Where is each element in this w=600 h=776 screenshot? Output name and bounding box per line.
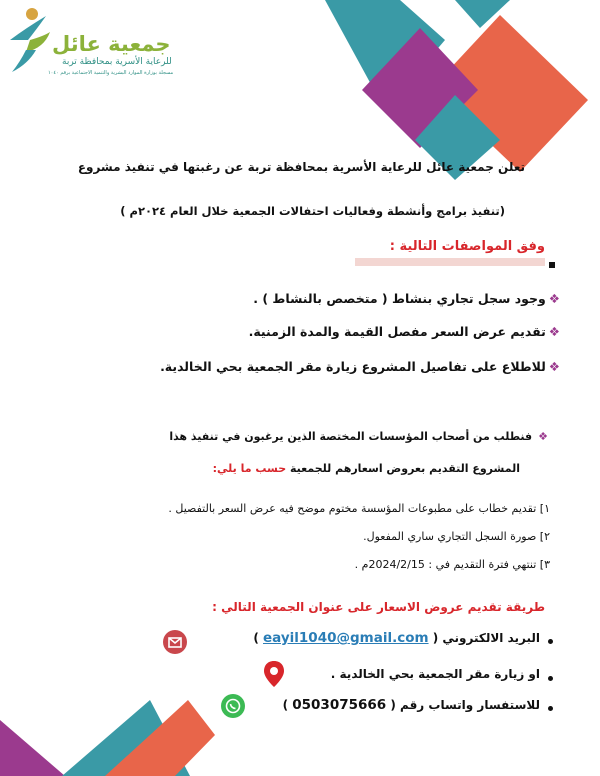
invitation-highlight: حسب ما يلي: [212, 462, 287, 475]
whatsapp-icon [221, 694, 245, 718]
logo-subline: مسجلة بوزارة الموارد البشرية والتنمية الاجتماعية برقم ١٠٤٠ [48, 70, 174, 76]
list-bullet [548, 639, 553, 644]
logo-name: جمعية عائل [52, 32, 171, 56]
invitation-line-1: ❖فنطلب من أصحاب المؤسسات المختصة الذين يرغبون في تنفيذ هذا [169, 430, 548, 443]
logo-tagline: للرعاية الأسرية بمحافظة تربة [62, 57, 172, 67]
whatsapp-number[interactable]: 0503075666 [292, 697, 387, 713]
contact-email-row: البريد الالكتروني ( eayil1040@gmail.com ) [253, 630, 540, 646]
submission-heading: طريقة تقديم عروض الاسعار على عنوان الجمعية التالي : [212, 600, 545, 614]
spec-item: ❖وجود سجل تجاري بنشاط ( متخصص بالنشاط ) . [253, 291, 560, 306]
specs-heading: وفق المواصفات التالية : [389, 239, 545, 254]
diamond-bullet-icon: ❖ [548, 291, 560, 306]
mail-icon [163, 630, 187, 654]
contact-visit-row: او زيارة مقر الجمعية بحي الخالدية . [330, 667, 540, 681]
diamond-bullet-icon: ❖ [538, 430, 548, 443]
diamond-bullet-icon: ❖ [548, 359, 560, 374]
contact-whatsapp-row: للاستفسار واتساب رقم ( 0503075666 ) [282, 697, 540, 713]
document-item: ٣] تنتهي فترة التقديم في : 2024/2/15م . [354, 558, 550, 571]
list-bullet [548, 676, 553, 681]
purple-shape-bottom [0, 720, 65, 776]
announcement-project: (تنفيذ برامج وأنشطة وفعاليات احتفالات الجمعية خلال العام ٢٠٢٤م ) [120, 204, 505, 218]
heading-highlight-bar [355, 258, 545, 266]
diamond-bullet-icon: ❖ [548, 324, 560, 339]
document-item: ٢] صورة السجل التجاري ساري المفعول. [363, 530, 550, 543]
announcement-intro: تعلن جمعية عائل للرعاية الأسرية بمحافظة تربة عن رغبتها في تنفيذ مشروع [77, 160, 525, 174]
list-bullet [548, 706, 553, 711]
location-pin-icon [262, 660, 286, 688]
logo-figure-icon [6, 6, 50, 76]
spec-item: ❖تقديم عرض السعر مفصل القيمة والمدة الزمنية. [248, 324, 560, 339]
invitation-line-2: المشروع التقديم بعروض اسعارهم للجمعية حسب ما يلي: [212, 462, 520, 475]
document-item: ١] تقديم خطاب على مطبوعات المؤسسة مختوم موضح فيه عرض السعر بالتفصيل . [168, 502, 550, 515]
square-bullet-icon [549, 262, 555, 268]
spec-item: ❖للاطلاع على تفاصيل المشروع زيارة مقر الجمعية بحي الخالدية. [160, 359, 560, 374]
email-link[interactable]: eayil1040@gmail.com [263, 630, 429, 646]
